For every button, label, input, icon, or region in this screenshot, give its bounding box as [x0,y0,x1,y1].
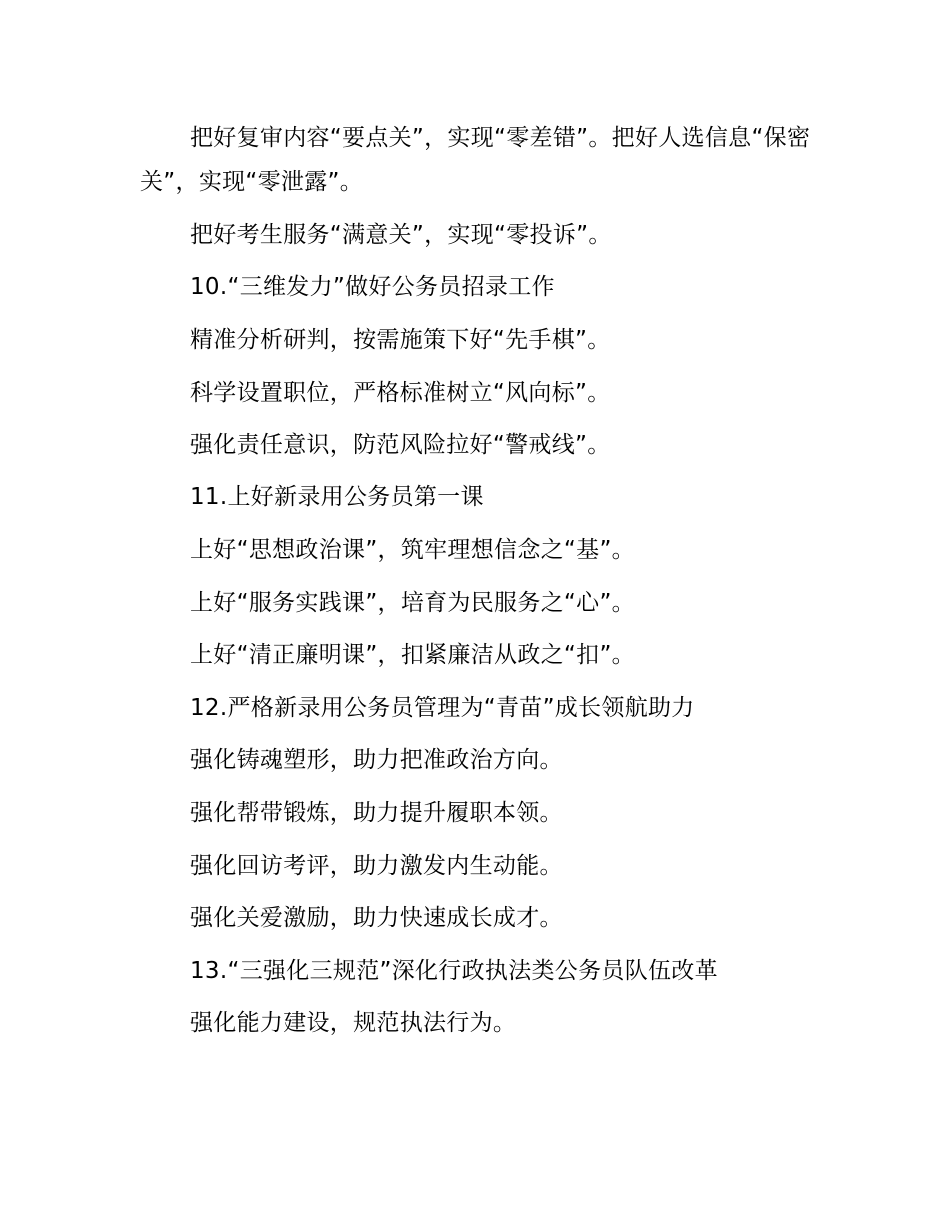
paragraph: 把好考生服务“满意关”，实现“零投诉”。 [190,222,612,248]
section-heading: 11.上好新录用公务员第一课 [190,484,484,510]
paragraph: 强化责任意识，防范风险拉好“警戒线”。 [190,432,611,458]
paragraph: 强化铸魂塑形，助力把准政治方向。 [190,747,563,773]
paragraph: 强化帮带锻炼，助力提升履职本领。 [190,800,563,826]
section-heading: 10.“三维发力”做好公务员招录工作 [190,274,555,300]
paragraph: 强化关爱激励，助力快速成长成才。 [190,905,563,931]
paragraph: 上好“清正廉明课”，扣紧廉洁从政之“扣”。 [190,642,635,668]
paragraph: 上好“思想政治课”，筑牢理想信念之“基”。 [190,537,635,563]
section-heading: 13.“三强化三规范”深化行政执法类公务员队伍改革 [190,958,718,984]
paragraph: 精准分析研判，按需施策下好“先手棋”。 [190,327,611,353]
paragraph: 强化回访考评，助力激发内生动能。 [190,853,563,879]
paragraph: 科学设置职位，严格标准树立“风向标”。 [190,380,611,406]
section-heading: 12.严格新录用公务员管理为“青苗”成长领航助力 [190,695,695,721]
paragraph: 上好“服务实践课”，培育为民服务之“心”。 [190,590,635,616]
paragraph: 把好复审内容“要点关”，实现“零差错”。把好人选信息“保密关”，实现“零泄露”。 [140,125,811,195]
paragraph: 强化能力建设，规范执法行为。 [190,1010,517,1036]
